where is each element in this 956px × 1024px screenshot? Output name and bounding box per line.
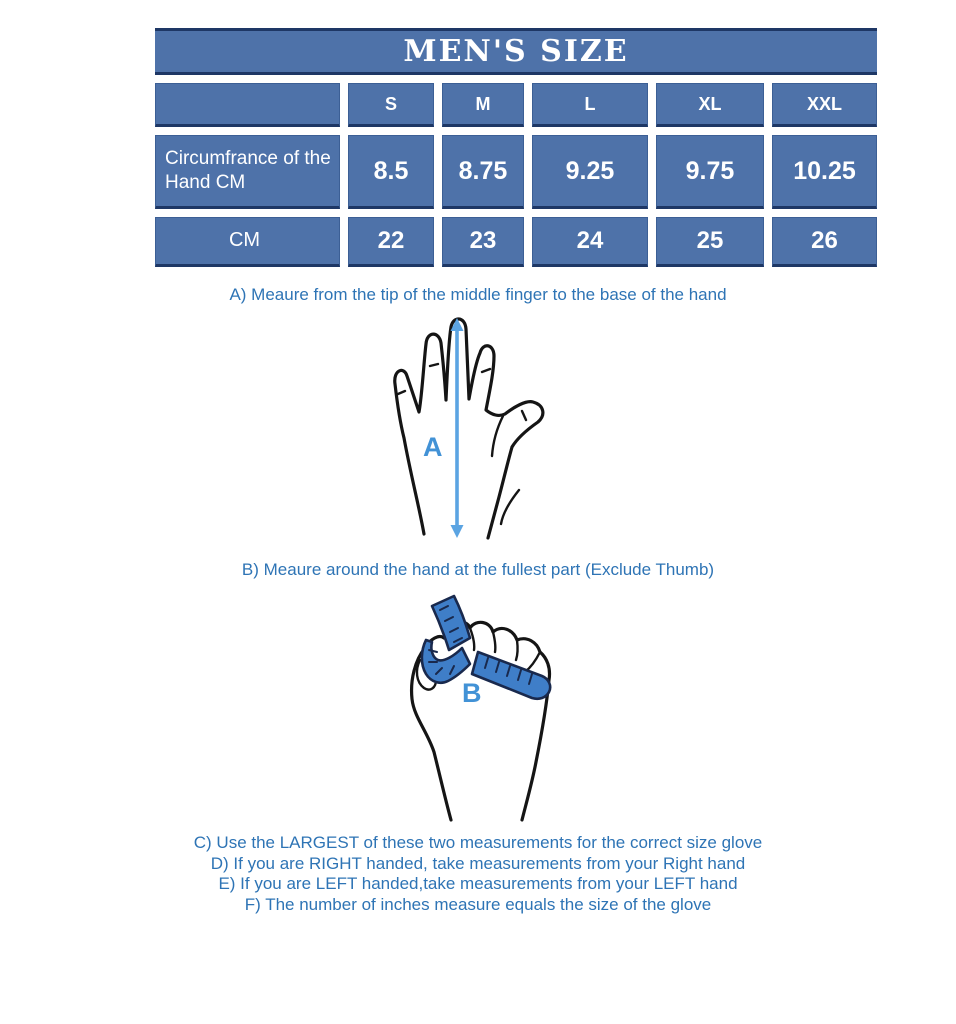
circumference-xl: 9.75 bbox=[656, 135, 764, 209]
hand-outline bbox=[395, 319, 543, 538]
instruction-f: F) The number of inches measure equals the size of the glove bbox=[244, 894, 712, 914]
figure-label-a: A bbox=[423, 432, 443, 462]
size-header-xl: XL bbox=[656, 83, 764, 127]
circumference-xxl: 10.25 bbox=[772, 135, 877, 209]
row-label-cm: CM bbox=[155, 217, 340, 267]
size-header-s: S bbox=[348, 83, 434, 127]
circumference-m: 8.75 bbox=[442, 135, 524, 209]
instruction-a: A) Meaure from the tip of the middle finger to the base of the hand bbox=[229, 285, 727, 304]
figure-hand-length bbox=[375, 314, 558, 540]
fist-tape-illustration bbox=[396, 590, 576, 828]
corner-cell bbox=[155, 83, 340, 127]
cm-m: 23 bbox=[442, 217, 524, 267]
size-header-xxl: XXL bbox=[772, 83, 877, 127]
mens-size-table bbox=[155, 28, 877, 267]
cm-s: 22 bbox=[348, 217, 434, 267]
open-hand-illustration bbox=[375, 314, 558, 540]
instruction-e: E) If you are LEFT handed,take measurements from your LEFT hand bbox=[218, 874, 738, 893]
instruction-b: B) Meaure around the hand at the fullest part (Exclude Thumb) bbox=[241, 560, 715, 579]
size-header-l: L bbox=[532, 83, 648, 127]
instruction-d: D) If you are RIGHT handed, take measurements from your Right hand bbox=[210, 853, 746, 873]
cm-xl: 25 bbox=[656, 217, 764, 267]
circumference-s: 8.5 bbox=[348, 135, 434, 209]
figure-label-b: B bbox=[462, 678, 482, 708]
table-title: MEN'S SIZE bbox=[155, 28, 877, 75]
circumference-l: 9.25 bbox=[532, 135, 648, 209]
cm-l: 24 bbox=[532, 217, 648, 267]
instruction-block bbox=[0, 833, 956, 915]
row-label-circumference: Circumfrance of the Hand CM bbox=[155, 135, 340, 209]
size-header-m: M bbox=[442, 83, 524, 127]
figure-hand-circumference bbox=[396, 590, 576, 828]
instruction-c: C) Use the LARGEST of these two measurements for the correct size glove bbox=[193, 833, 763, 852]
cm-xxl: 26 bbox=[772, 217, 877, 267]
